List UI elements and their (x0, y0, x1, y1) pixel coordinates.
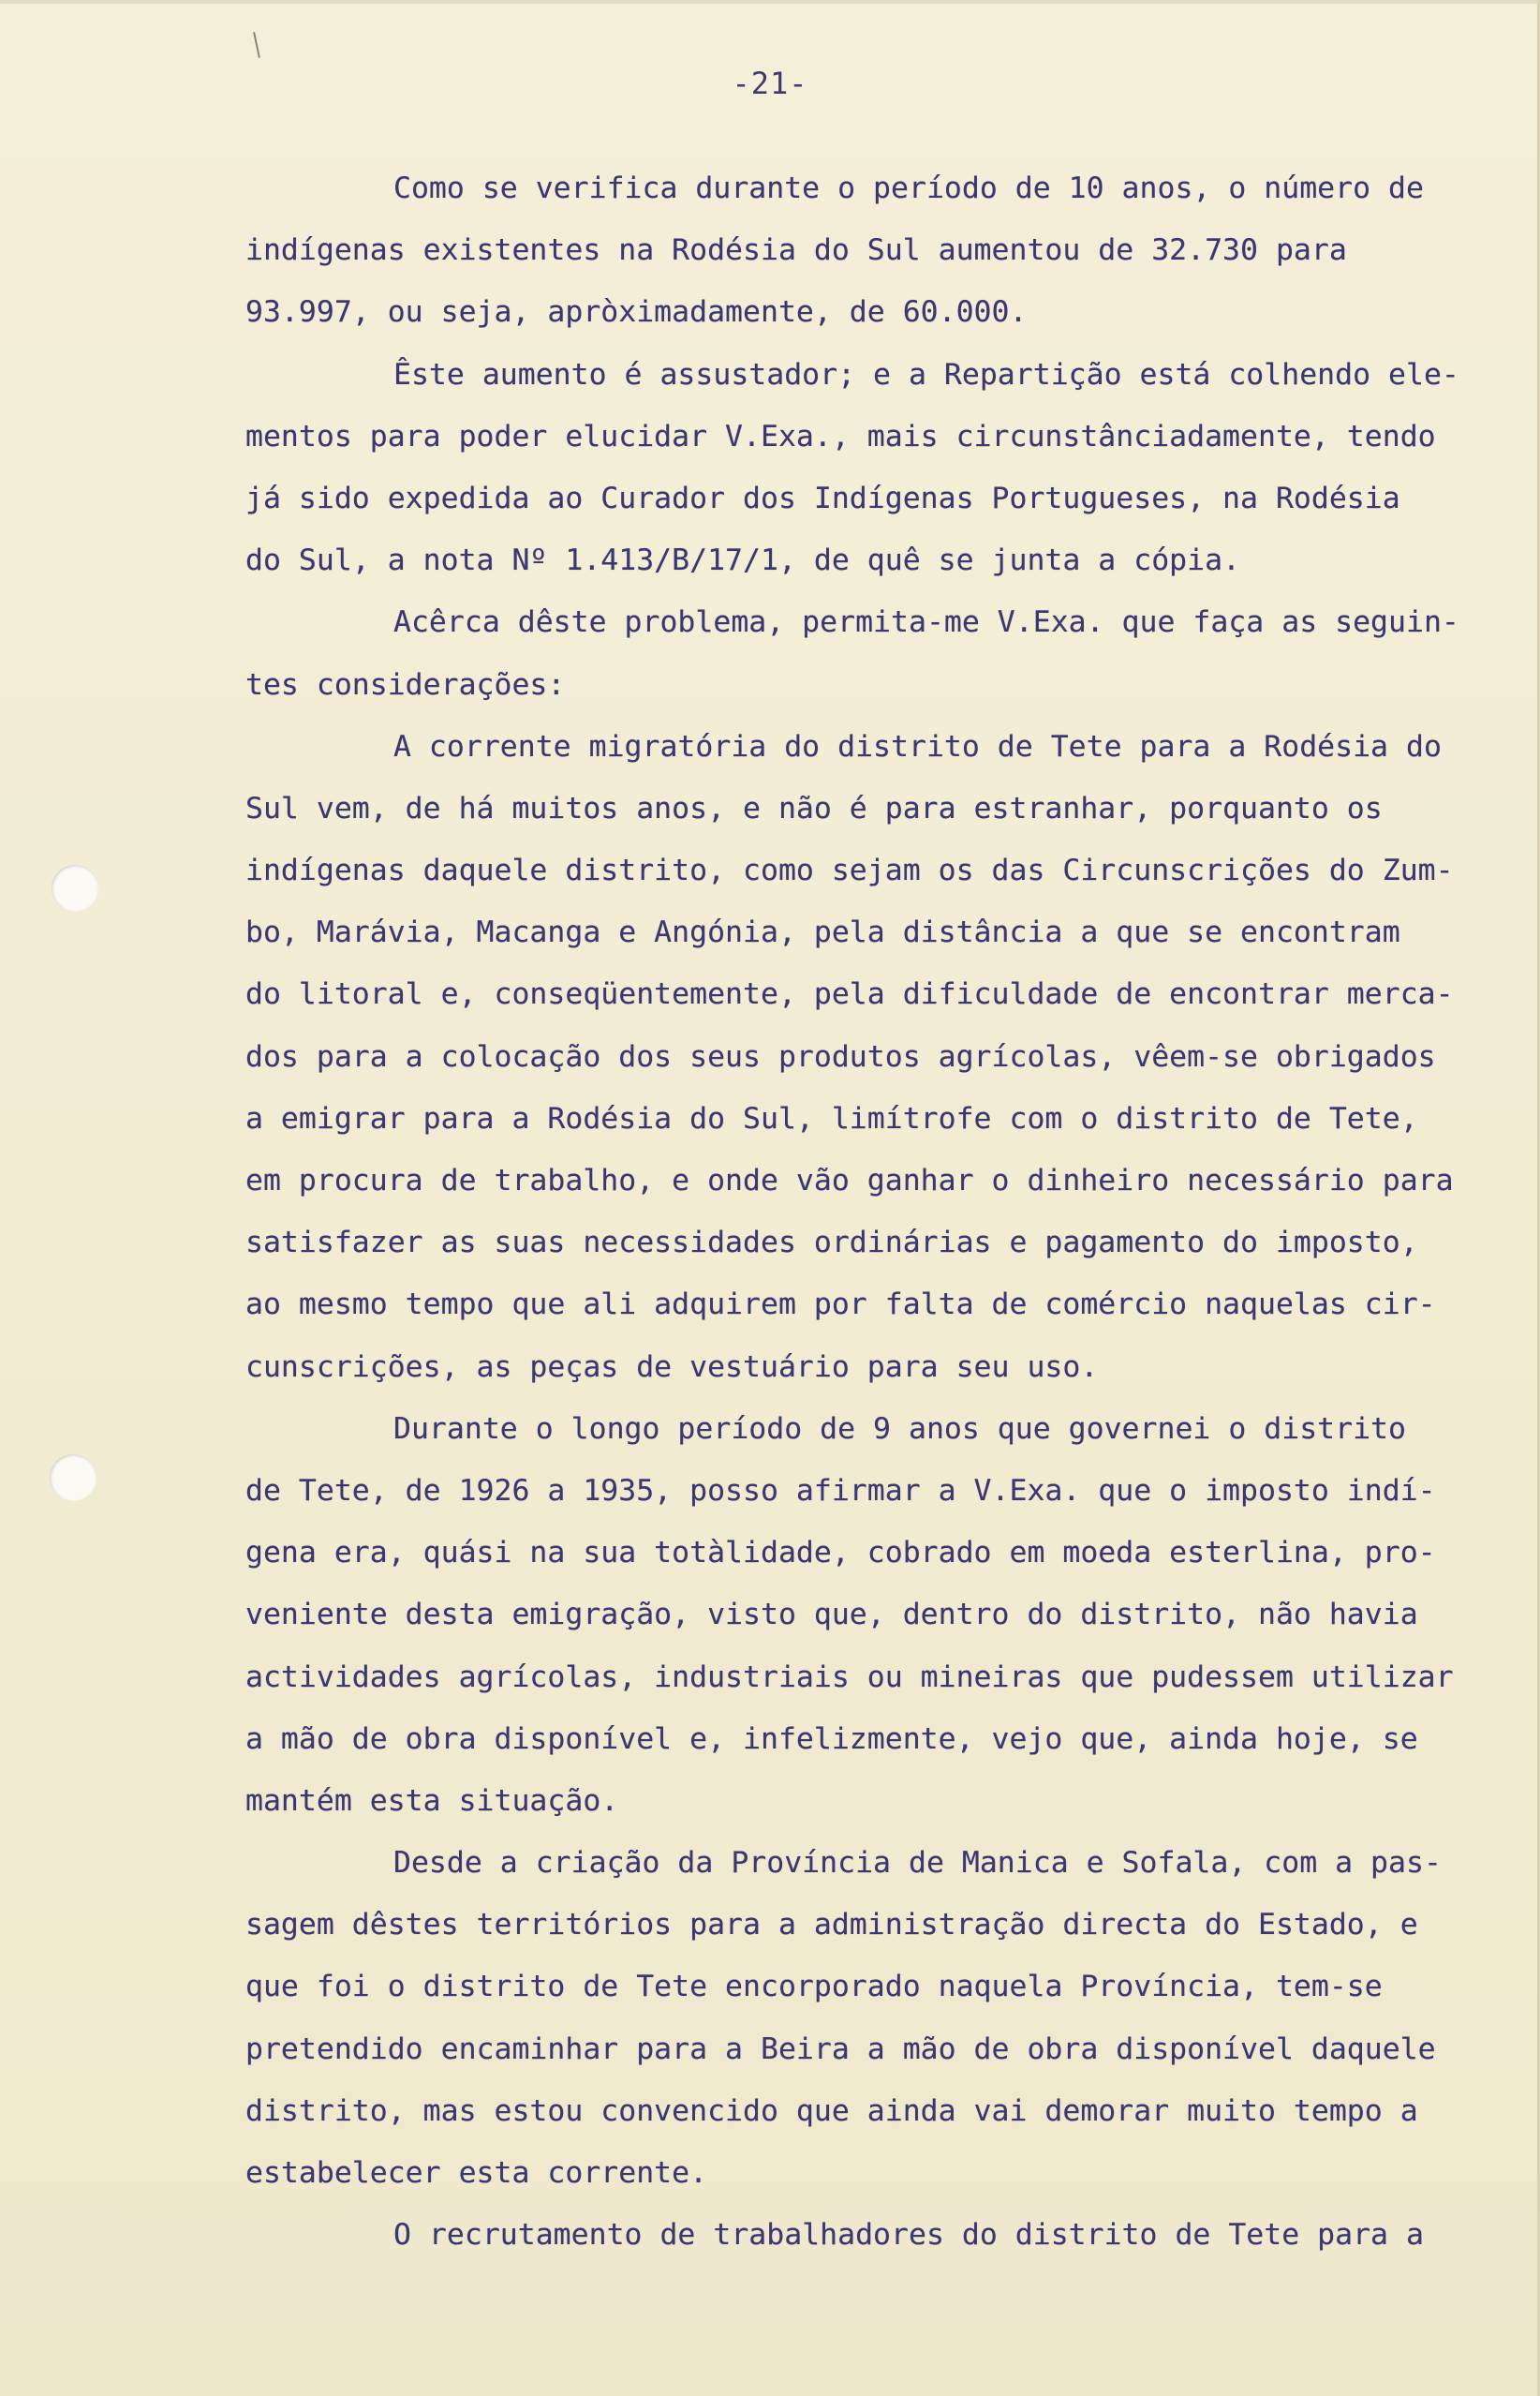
text-line: Acêrca dêste problema, permita-me V.Exa. que faça as seguin- (393, 605, 1459, 640)
text-line: já sido expedida ao Curador dos Indígenas Portugueses, na Rodésia (245, 481, 1400, 515)
text-line: a emigrar para a Rodésia do Sul, limítrofe com o distrito de Tete, (245, 1101, 1418, 1136)
text-line: Sul vem, de há muitos anos, e não é para estranhar, porquanto os (245, 791, 1383, 826)
pencil-mark (253, 32, 260, 58)
text-line: estabelecer esta corrente. (245, 2156, 708, 2190)
text-line: Como se verifica durante o período de 10 anos, o número de (393, 171, 1424, 205)
text-line: dos para a colocação dos seus produtos agrícolas, vêem-se obrigados (245, 1039, 1436, 1074)
text-line: veniente desta emigração, visto que, dentro do distrito, não havia (245, 1598, 1418, 1632)
text-line: indígenas existentes na Rodésia do Sul aumentou de 32.730 para (245, 233, 1347, 268)
text-line: Durante o longo período de 9 anos que governei o distrito (393, 1411, 1406, 1446)
paper-top-edge (0, 0, 1540, 4)
body-text (245, 157, 1519, 2266)
text-line: distrito, mas estou convencido que ainda vai demorar muito tempo a (245, 2093, 1418, 2128)
text-line: pretendido encaminhar para a Beira a mão de obra disponível daquele (245, 2031, 1436, 2066)
text-line: satisfazer as suas necessidades ordinárias e pagamento do imposto, (245, 1226, 1418, 1260)
text-line: actividades agrícolas, industriais ou mineiras que pudessem utilizar (245, 1659, 1454, 1694)
text-line: em procura de trabalho, e onde vão ganhar o dinheiro necessário para (245, 1164, 1454, 1198)
text-line: que foi o distrito de Tete encorporado naquela Província, tem-se (245, 1970, 1383, 2004)
text-line: Desde a criação da Província de Manica e Sofala, com a pas- (393, 1846, 1442, 1881)
text-line: 93.997, ou seja, apròximadamente, de 60.000. (245, 295, 1028, 330)
text-line: A corrente migratória do distrito de Tete para a Rodésia do (393, 729, 1442, 764)
text-line: sagem dêstes territórios para a administração directa do Estado, e (245, 1908, 1418, 1942)
text-line: a mão de obra disponível e, infelizmente, vejo que, ainda hoje, se (245, 1721, 1418, 1756)
text-line: cunscrições, as peças de vestuário para seu uso. (245, 1349, 1099, 1384)
text-line: Êste aumento é assustador; e a Repartição está colhendo ele- (393, 357, 1459, 392)
text-line: mentos para poder elucidar V.Exa., mais circunstânciadamente, tendo (245, 419, 1436, 454)
page-number: -21- (732, 66, 808, 101)
text-line: tes considerações: (245, 667, 566, 702)
text-line: indígenas daquele distrito, como sejam os das Circunscrições do Zum- (245, 854, 1454, 888)
text-line: O recrutamento de trabalhadores do distrito de Tete para a (393, 2218, 1424, 2253)
punch-hole-lower (50, 1454, 96, 1501)
text-line: ao mesmo tempo que ali adquirem por falta de comércio naquelas cir- (245, 1287, 1436, 1322)
text-line: do Sul, a nota Nº 1.413/B/17/1, de quê se junta a cópia. (245, 543, 1241, 578)
text-line: do litoral e, conseqüentemente, pela dificuldade de encontrar merca- (245, 977, 1454, 1012)
text-line: gena era, quási na sua totàlidade, cobrado em moeda esterlina, pro- (245, 1536, 1436, 1570)
text-line: bo, Marávia, Macanga e Angónia, pela distância a que se encontram (245, 915, 1400, 950)
punch-hole-upper (52, 865, 98, 912)
text-line: de Tete, de 1926 a 1935, posso afirmar a V.Exa. que o imposto indí- (245, 1473, 1436, 1508)
text-line: mantém esta situação. (245, 1783, 619, 1818)
